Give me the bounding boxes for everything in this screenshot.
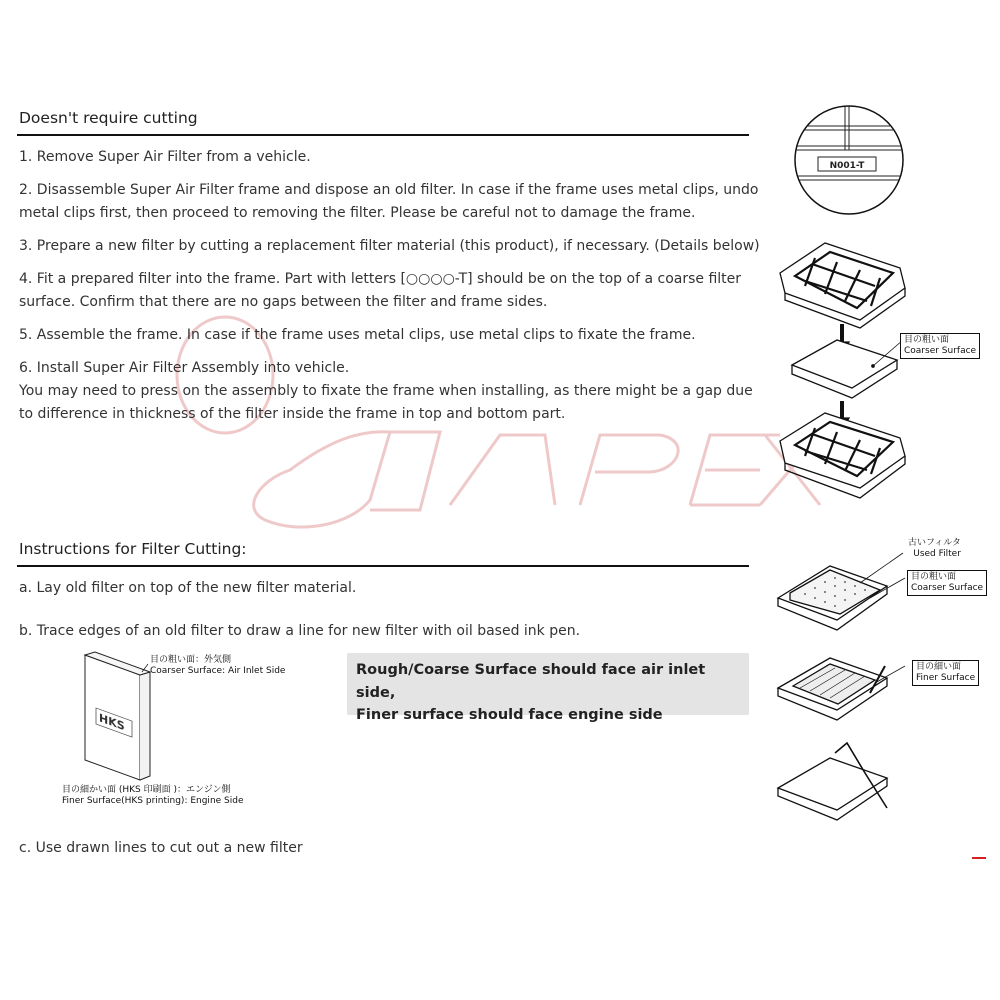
frame-detail-magnifier	[793, 104, 905, 216]
step-6-line2: You may need to press on the assembly to fixate the frame when installing, as there might be a gap due	[19, 383, 753, 399]
step-c: c. Use drawn lines to cut out a new filter	[19, 840, 303, 856]
hks-top-label	[150, 655, 285, 677]
hks-top-label-en: Coarser Surface: Air Inlet Side	[150, 666, 286, 676]
step-2-line1: 2. Disassemble Super Air Filter frame and dispose an old filter. In case if the frame uses metal clips, undo	[19, 182, 759, 198]
filter-assembly-illustration	[775, 238, 975, 503]
finer-label-jp: 目の細い面	[916, 662, 962, 672]
cutting-steps-illustration	[775, 548, 915, 833]
hks-bottom-label-jp: 目の細かい面 (HKS 印刷面 )：エンジン側	[62, 785, 231, 795]
hks-bottom-label-en: Finer Surface(HKS printing): Engine Side	[62, 796, 244, 806]
part-code: N001-T	[829, 161, 865, 171]
surface-note-line2: Finer surface should face engine side	[356, 707, 663, 723]
step-4-line1: 4. Fit a prepared filter into the frame. Part with letters [○○○○-T] should be on the top of a coarse filter	[19, 271, 742, 287]
heading-rule	[17, 134, 749, 136]
finer-label-en: Finer Surface	[916, 673, 976, 683]
hks-bottom-label	[62, 785, 244, 807]
step-6-line3: to difference in thickness of the filter inside the frame in top and bottom part.	[19, 406, 566, 422]
surface-note-line1: Rough/Coarse Surface should face air inlet side,	[356, 662, 706, 701]
step-a: a. Lay old filter on top of the new filter material.	[19, 580, 357, 596]
surface-note	[347, 653, 749, 723]
section-heading-cutting: Instructions for Filter Cutting:	[19, 540, 247, 558]
step-4-line2: surface. Confirm that there are no gaps between the filter and frame sides.	[19, 294, 548, 310]
step-6-line1: 6. Install Super Air Filter Assembly into vehicle.	[19, 360, 350, 376]
section-heading-no-cutting: Doesn't require cutting	[19, 109, 198, 127]
step-1: 1. Remove Super Air Filter from a vehicle.	[19, 149, 311, 165]
step-5: 5. Assemble the frame. In case if the frame uses metal clips, use metal clips to fixate the frame.	[19, 327, 696, 343]
coarse-label-2-en: Coarser Surface	[911, 583, 984, 593]
coarse-label-1	[900, 333, 980, 359]
used-filter-label-en: Used Filter	[913, 549, 961, 559]
heading-rule	[17, 565, 749, 567]
red-mark	[972, 857, 986, 859]
hks-logo: HKS	[99, 710, 125, 734]
step-3: 3. Prepare a new filter by cutting a replacement filter material (this product), if necessary. (Details below)	[19, 238, 760, 254]
used-filter-label-jp: 古いフィルタ	[908, 538, 961, 548]
step-b: b. Trace edges of an old filter to draw a line for new filter with oil based ink pen.	[19, 623, 581, 639]
used-filter-label	[908, 538, 961, 560]
hks-top-label-jp: 目の粗い面：外気側	[150, 655, 232, 665]
coarse-label-1-en: Coarser Surface	[904, 346, 977, 356]
step-2-line2: metal clips first, then proceed to removing the filter. Please be careful not to damage the frame.	[19, 205, 696, 221]
coarse-label-2	[907, 570, 987, 596]
coarse-label-1-jp: 目の粗い面	[904, 335, 950, 345]
finer-label	[912, 660, 979, 686]
coarse-label-2-jp: 目の粗い面	[911, 572, 957, 582]
